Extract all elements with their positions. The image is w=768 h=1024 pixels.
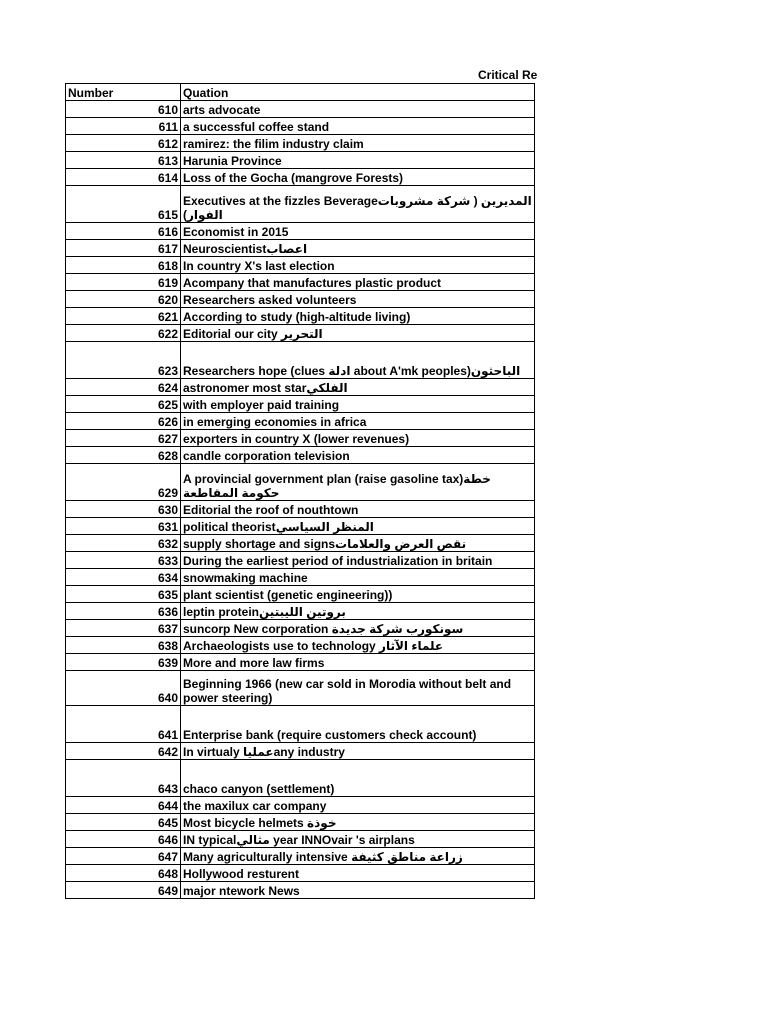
table-row [66, 518, 535, 535]
row-question: supply shortage and signsنقص العرض والعلامات [181, 535, 535, 552]
table-row [66, 186, 535, 223]
row-question: political theoristالمنظر السياسي [181, 518, 535, 535]
row-question: Many agriculturally intensive زراعة مناطق كثيفة [181, 848, 535, 865]
table-row [66, 552, 535, 569]
row-number: 647 [66, 848, 181, 865]
row-question: the maxilux car company [181, 797, 535, 814]
table-row [66, 396, 535, 413]
row-question: Executives at the fizzles Beverageالمديرين ( شركة مشروبات الفوار) [181, 186, 535, 223]
row-question: major ntework News [181, 882, 535, 899]
row-number: 640 [66, 671, 181, 706]
table-row [66, 671, 535, 706]
table-row [66, 535, 535, 552]
row-number: 625 [66, 396, 181, 413]
row-number: 644 [66, 797, 181, 814]
row-question: Acompany that manufactures plastic product [181, 274, 535, 291]
row-number: 642 [66, 743, 181, 760]
table-row [66, 620, 535, 637]
row-question: Hollywood resturent [181, 865, 535, 882]
row-number: 646 [66, 831, 181, 848]
row-number: 638 [66, 637, 181, 654]
table-row [66, 586, 535, 603]
row-number: 637 [66, 620, 181, 637]
table-row [66, 464, 535, 501]
table-row [66, 274, 535, 291]
row-number: 648 [66, 865, 181, 882]
table-row [66, 743, 535, 760]
row-number: 622 [66, 325, 181, 342]
row-number: 628 [66, 447, 181, 464]
header-row [66, 84, 535, 101]
row-number: 639 [66, 654, 181, 671]
table-row [66, 240, 535, 257]
row-number: 632 [66, 535, 181, 552]
row-question: Beginning 1966 (new car sold in Morodia without belt and power steering) [181, 671, 535, 706]
row-question: Researchers asked volunteers [181, 291, 535, 308]
row-number: 636 [66, 603, 181, 620]
row-question: Harunia Province [181, 152, 535, 169]
row-number: 617 [66, 240, 181, 257]
row-question: IN typicalمثالي year INNOvair 's airplans [181, 831, 535, 848]
table-row [66, 848, 535, 865]
table-row [66, 603, 535, 620]
row-question: During the earliest period of industrialization in britain [181, 552, 535, 569]
row-number: 626 [66, 413, 181, 430]
row-question: Economist in 2015 [181, 223, 535, 240]
table-row [66, 430, 535, 447]
row-question: Enterprise bank (require customers check account) [181, 706, 535, 743]
row-question: More and more law firms [181, 654, 535, 671]
table-row [66, 135, 535, 152]
sheet-title: Critical Re [478, 68, 538, 82]
row-number: 610 [66, 101, 181, 118]
row-number: 620 [66, 291, 181, 308]
row-number: 613 [66, 152, 181, 169]
number-column-header: Number [66, 84, 181, 101]
table-row [66, 101, 535, 118]
row-number: 643 [66, 760, 181, 797]
table-row [66, 379, 535, 396]
table-row [66, 865, 535, 882]
row-number: 641 [66, 706, 181, 743]
table-row [66, 637, 535, 654]
row-question: According to study (high-altitude living) [181, 308, 535, 325]
table-row [66, 413, 535, 430]
row-question: Archaeologists use to technology علماء الآثار [181, 637, 535, 654]
row-number: 634 [66, 569, 181, 586]
row-number: 623 [66, 342, 181, 379]
row-question: with employer paid training [181, 396, 535, 413]
table-row [66, 291, 535, 308]
table-row [66, 882, 535, 899]
table-row [66, 447, 535, 464]
row-number: 631 [66, 518, 181, 535]
row-number: 645 [66, 814, 181, 831]
row-question: a successful coffee stand [181, 118, 535, 135]
row-number: 618 [66, 257, 181, 274]
table-row [66, 169, 535, 186]
row-question: candle corporation television [181, 447, 535, 464]
row-number: 630 [66, 501, 181, 518]
table-row [66, 501, 535, 518]
table-row [66, 325, 535, 342]
row-question: Editorial the roof of nouthtown [181, 501, 535, 518]
row-question: suncorp New corporation سونكورب شركة جديدة [181, 620, 535, 637]
table-row [66, 118, 535, 135]
row-number: 616 [66, 223, 181, 240]
row-question: exporters in country X (lower revenues) [181, 430, 535, 447]
row-question: In country X's last election [181, 257, 535, 274]
row-question: astronomer most starالفلكي [181, 379, 535, 396]
questions-table [65, 83, 535, 899]
table-row [66, 223, 535, 240]
row-question: ramirez: the filim industry claim [181, 135, 535, 152]
row-number: 612 [66, 135, 181, 152]
row-question: plant scientist (genetic engineering)) [181, 586, 535, 603]
table-row [66, 257, 535, 274]
table-row [66, 152, 535, 169]
row-number: 629 [66, 464, 181, 501]
row-question: chaco canyon (settlement) [181, 760, 535, 797]
row-number: 635 [66, 586, 181, 603]
row-question: Researchers hope (clues ادلة about A'mk peoples)الباحثون [181, 342, 535, 379]
row-number: 627 [66, 430, 181, 447]
row-question: A provincial government plan (raise gasoline tax)خطة حكومة المقاطعة [181, 464, 535, 501]
row-number: 614 [66, 169, 181, 186]
table-row [66, 797, 535, 814]
row-number: 624 [66, 379, 181, 396]
table-row [66, 814, 535, 831]
question-column-header: Quation [181, 84, 535, 101]
table-row [66, 831, 535, 848]
row-question: arts advocate [181, 101, 535, 118]
row-question: snowmaking machine [181, 569, 535, 586]
row-question: In virtualy عملياany industry [181, 743, 535, 760]
table-row [66, 569, 535, 586]
row-number: 615 [66, 186, 181, 223]
table-row [66, 342, 535, 379]
row-number: 633 [66, 552, 181, 569]
row-question: Editorial our city التحرير [181, 325, 535, 342]
row-question: leptin proteinبروتين الليبتين [181, 603, 535, 620]
row-question: in emerging economies in africa [181, 413, 535, 430]
table-row [66, 654, 535, 671]
row-number: 611 [66, 118, 181, 135]
table-row [66, 760, 535, 797]
table-row [66, 706, 535, 743]
table-row [66, 308, 535, 325]
row-number: 649 [66, 882, 181, 899]
row-question: Most bicycle helmets خوذة [181, 814, 535, 831]
row-number: 621 [66, 308, 181, 325]
row-question: Neuroscientistاعصاب [181, 240, 535, 257]
row-question: Loss of the Gocha (mangrove Forests) [181, 169, 535, 186]
row-number: 619 [66, 274, 181, 291]
